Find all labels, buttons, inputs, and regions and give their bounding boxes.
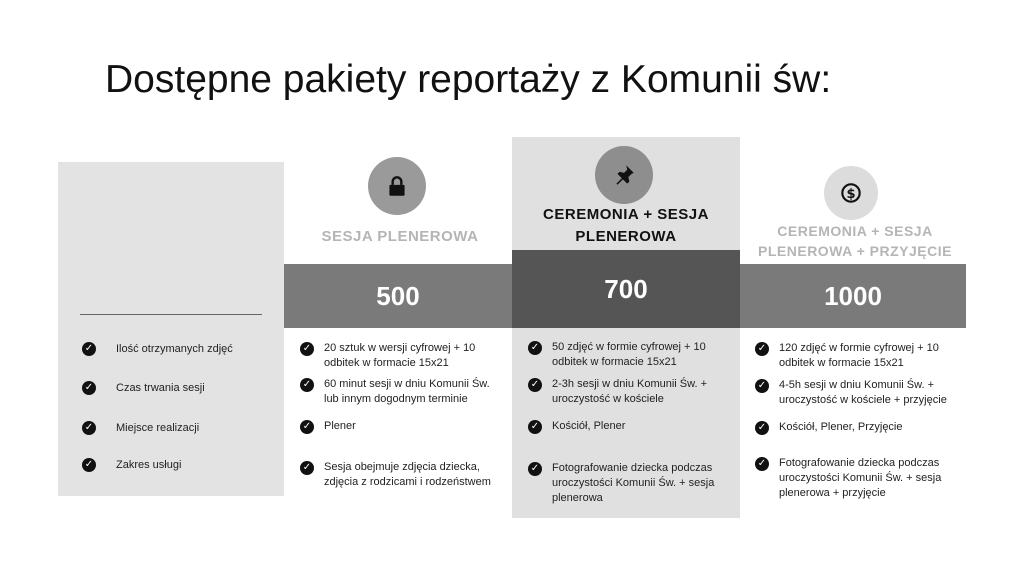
check-icon: ✓: [528, 462, 542, 476]
feature-text: 50 zdjęć w formie cyfrowej + 10 odbitek w formacie 15x21: [552, 341, 706, 368]
row-label-photos: [82, 342, 233, 356]
package-3-feature-photos: [755, 341, 960, 371]
check-icon: ✓: [300, 378, 314, 392]
package-2-feature-duration: [528, 377, 733, 407]
row-label-duration: [82, 381, 205, 395]
check-icon: ✓: [300, 342, 314, 356]
check-icon: ✓: [755, 457, 769, 471]
dollar-cycle-icon: [824, 166, 878, 220]
row-label-text: Miejsce realizacji: [116, 422, 200, 434]
package-1-feature-scope: [300, 460, 505, 490]
feature-text: Fotografowanie dziecka podczas uroczystości Komunii Św. + sesja plenerowa + przyjęcie: [779, 457, 942, 499]
package-name-3: CEREMONIA + SESJA PLENEROWA + PRZYJĘCIE: [758, 223, 952, 259]
package-3-feature-scope: [755, 456, 960, 501]
divider: [80, 314, 262, 315]
check-icon: ✓: [82, 421, 96, 435]
page-title: Dostępne pakiety reportaży z Komunii św:: [105, 58, 832, 101]
feature-text: Kościół, Plener: [552, 420, 626, 432]
package-1-feature-photos: [300, 341, 505, 371]
row-label-text: Zakres usługi: [116, 459, 182, 471]
check-icon: ✓: [528, 341, 542, 355]
pushpin-icon: [595, 146, 653, 204]
package-3-feature-location: [755, 420, 960, 435]
check-icon: ✓: [300, 420, 314, 434]
package-3-feature-duration: [755, 378, 960, 408]
package-price-1: 500: [284, 264, 512, 328]
row-label-scope: [82, 458, 181, 472]
check-icon: ✓: [755, 342, 769, 356]
package-name-2: CEREMONIA + SESJA PLENEROWA: [543, 206, 709, 245]
check-icon: ✓: [82, 342, 96, 356]
package-2-feature-scope: [528, 461, 733, 506]
svg-text:$: $: [846, 186, 856, 202]
feature-text: Kościół, Plener, Przyjęcie: [779, 421, 903, 433]
feature-text: 60 minut sesji w dniu Komunii Św. lub innym dogodnym terminie: [324, 378, 490, 405]
package-1-feature-duration: [300, 377, 505, 407]
feature-labels-panel: [58, 162, 284, 496]
check-icon: ✓: [528, 420, 542, 434]
feature-text: Sesja obejmuje zdjęcia dziecka, zdjęcia z rodzicami i rodzeństwem: [324, 461, 491, 488]
feature-text: Plener: [324, 420, 356, 432]
check-icon: ✓: [300, 461, 314, 475]
feature-text: 2-3h sesji w dniu Komunii Św. + uroczystość w kościele: [552, 378, 707, 405]
check-icon: ✓: [755, 379, 769, 393]
feature-text: Fotografowanie dziecka podczas uroczystości Komunii Św. + sesja plenerowa: [552, 462, 715, 504]
feature-text: 4-5h sesji w dniu Komunii Św. + uroczystość w kościele + przyjęcie: [779, 379, 947, 406]
package-1-feature-location: [300, 419, 505, 434]
feature-text: 20 sztuk w wersji cyfrowej + 10 odbitek w formacie 15x21: [324, 342, 476, 369]
row-label-location: [82, 421, 199, 435]
package-2-feature-photos: [528, 340, 733, 370]
feature-text: 120 zdjęć w formie cyfrowej + 10 odbitek w formacie 15x21: [779, 342, 939, 369]
row-label-text: Ilość otrzymanych zdjęć: [116, 343, 233, 355]
check-icon: ✓: [528, 378, 542, 392]
package-2-feature-location: [528, 419, 733, 434]
row-label-text: Czas trwania sesji: [116, 382, 205, 394]
package-price-2: 700: [512, 250, 740, 328]
check-icon: ✓: [82, 381, 96, 395]
check-icon: ✓: [82, 458, 96, 472]
check-icon: ✓: [755, 421, 769, 435]
package-price-3: 1000: [740, 264, 966, 328]
package-name-1: SESJA PLENEROWA: [321, 228, 479, 245]
lock-icon: [368, 157, 426, 215]
